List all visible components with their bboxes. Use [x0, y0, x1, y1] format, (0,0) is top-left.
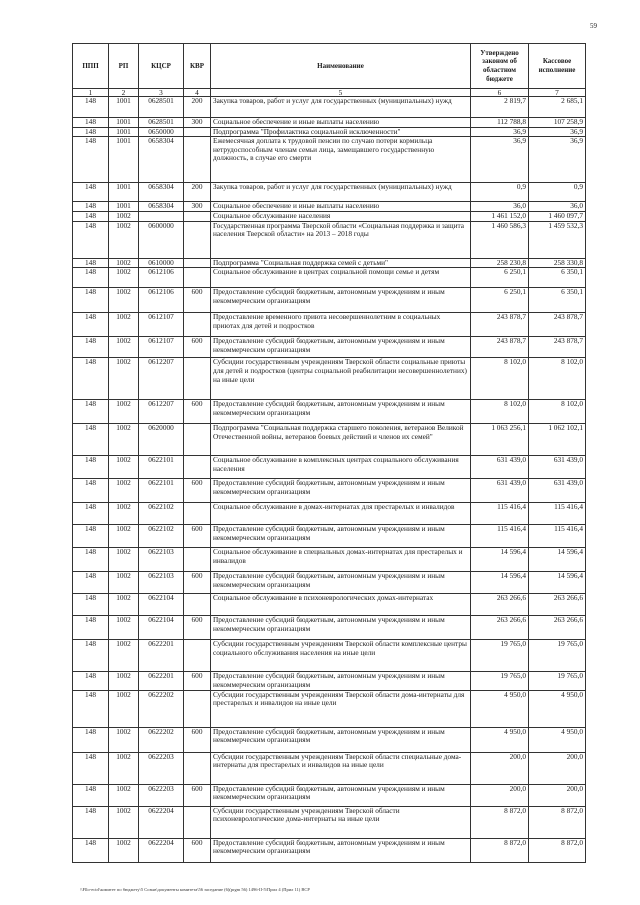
- cell-kvr: 600: [184, 784, 211, 806]
- cell-rp: 1002: [109, 727, 139, 752]
- cell-executed: 36,9: [529, 127, 586, 137]
- cell-kcsr: 0610000: [139, 258, 184, 268]
- cell-rp: 1002: [109, 212, 139, 222]
- cell-approved: 1 063 256,1: [471, 424, 529, 456]
- cell-executed: 8 872,0: [529, 806, 586, 838]
- cell-executed: 36,9: [529, 137, 586, 183]
- cell-executed: 36,0: [529, 202, 586, 212]
- cell-kcsr: 0622203: [139, 752, 184, 784]
- table-row: [73, 137, 586, 183]
- cell-approved: 36,9: [471, 137, 529, 183]
- header-rp: РП: [109, 44, 139, 89]
- cell-kcsr: 0622102: [139, 503, 184, 525]
- cell-approved: 6 250,1: [471, 268, 529, 288]
- cell-approved: 36,9: [471, 127, 529, 137]
- cell-approved: 1 460 586,3: [471, 221, 529, 258]
- cell-ppp: 148: [73, 479, 109, 503]
- cell-kvr: [184, 358, 211, 400]
- header-name: Наименование: [211, 44, 471, 89]
- file-path-footer: \\Fllo-ectrl\комитет по бюджету\5 Созыв\документы комитета\56 заседание (6)(prgm 56) 1496-II-5\Прил 4 (Прил 11) ВСР: [80, 887, 310, 892]
- cell-approved: 243 878,7: [471, 313, 529, 337]
- table-row: [73, 288, 586, 313]
- cell-kcsr: 0622204: [139, 806, 184, 838]
- cell-rp: 1002: [109, 594, 139, 616]
- cell-kcsr: 0628501: [139, 118, 184, 128]
- table-row: [73, 503, 586, 525]
- cell-kvr: 600: [184, 337, 211, 358]
- cell-kcsr: 0658304: [139, 183, 184, 202]
- cell-name: Предоставление субсидий бюджетным, автономным учреждениям и иным некоммерческим организациям: [211, 525, 471, 548]
- cell-rp: 1002: [109, 479, 139, 503]
- cell-kcsr: 0612106: [139, 288, 184, 313]
- table-row: [73, 268, 586, 288]
- cell-name: Субсидии государственным учреждениям Тверской области специальные дома-интернаты для престарелых и инвалидов на иные цели: [211, 752, 471, 784]
- cell-name: Подпрограмма "Профилактика социальной исключенности": [211, 127, 471, 137]
- cell-kvr: [184, 137, 211, 183]
- cell-name: Субсидии государственным учреждениям Тверской области социальные приюты для детей и подростков (центры социальной реабилитации несовершеннолетних) на иные цели: [211, 358, 471, 400]
- cell-executed: 6 350,1: [529, 288, 586, 313]
- cell-rp: 1002: [109, 268, 139, 288]
- cell-ppp: 148: [73, 221, 109, 258]
- cell-executed: 1 459 532,3: [529, 221, 586, 258]
- cell-kcsr: 0612207: [139, 358, 184, 400]
- cell-rp: 1001: [109, 183, 139, 202]
- cell-approved: 14 596,4: [471, 572, 529, 594]
- cell-rp: 1002: [109, 400, 139, 424]
- cell-approved: 258 230,8: [471, 258, 529, 268]
- cell-approved: 36,0: [471, 202, 529, 212]
- budget-table: [72, 43, 586, 863]
- cell-executed: 107 258,9: [529, 118, 586, 128]
- cell-kcsr: 0622204: [139, 838, 184, 862]
- cell-kvr: [184, 212, 211, 222]
- cell-ppp: 148: [73, 690, 109, 727]
- header-row: [73, 44, 586, 89]
- cell-rp: 1002: [109, 806, 139, 838]
- cell-executed: 8 102,0: [529, 358, 586, 400]
- cell-executed: 8 102,0: [529, 400, 586, 424]
- cell-approved: 2 819,7: [471, 97, 529, 118]
- cell-kvr: 300: [184, 202, 211, 212]
- cell-kvr: [184, 268, 211, 288]
- cell-kvr: [184, 806, 211, 838]
- cell-approved: 8 102,0: [471, 358, 529, 400]
- cell-rp: 1001: [109, 127, 139, 137]
- cell-ppp: 148: [73, 525, 109, 548]
- cell-name: Предоставление субсидий бюджетным, автономным учреждениям и иным некоммерческим организациям: [211, 288, 471, 313]
- cell-approved: 14 596,4: [471, 548, 529, 572]
- cell-kvr: [184, 424, 211, 456]
- cell-kcsr: [139, 212, 184, 222]
- cell-approved: 200,0: [471, 752, 529, 784]
- cell-kcsr: 0622201: [139, 640, 184, 672]
- colnum: 3: [139, 89, 184, 97]
- cell-kvr: [184, 258, 211, 268]
- cell-kvr: [184, 127, 211, 137]
- cell-ppp: 148: [73, 202, 109, 212]
- cell-name: Закупка товаров, работ и услуг для государственных (муниципальных) нужд: [211, 183, 471, 202]
- cell-name: Субсидии государственным учреждениям Тверской области комплексные центры социального обслуживания населения на иные цели: [211, 640, 471, 672]
- cell-approved: 263 266,6: [471, 594, 529, 616]
- cell-name: Государственная программа Тверской области «Социальная поддержка и защита населения Тверской области» на 2013 – 2018 годы: [211, 221, 471, 258]
- cell-approved: 631 439,0: [471, 456, 529, 479]
- table-row: [73, 672, 586, 690]
- colnum: 6: [471, 89, 529, 97]
- cell-kvr: 300: [184, 118, 211, 128]
- table-row: [73, 358, 586, 400]
- colnum: 7: [529, 89, 586, 97]
- cell-name: Предоставление субсидий бюджетным, автономным учреждениям и иным некоммерческим организациям: [211, 784, 471, 806]
- cell-rp: 1002: [109, 258, 139, 268]
- cell-kcsr: 0600000: [139, 221, 184, 258]
- column-number-row: [73, 89, 586, 97]
- cell-kcsr: 0622103: [139, 548, 184, 572]
- page-number: 59: [590, 22, 597, 30]
- colnum: 5: [211, 89, 471, 97]
- cell-name: Социальное обслуживание в комплексных центрах социального обслуживания населения: [211, 456, 471, 479]
- cell-rp: 1002: [109, 358, 139, 400]
- table-row: [73, 118, 586, 128]
- cell-name: Предоставление субсидий бюджетным, автономным учреждениям и иным некоммерческим организациям: [211, 616, 471, 640]
- cell-ppp: 148: [73, 424, 109, 456]
- table-row: [73, 752, 586, 784]
- cell-executed: 6 350,1: [529, 268, 586, 288]
- cell-executed: 19 765,0: [529, 672, 586, 690]
- cell-rp: 1002: [109, 503, 139, 525]
- cell-name: Предоставление субсидий бюджетным, автономным учреждениям и иным некоммерческим организациям: [211, 572, 471, 594]
- cell-rp: 1002: [109, 313, 139, 337]
- cell-ppp: 148: [73, 806, 109, 838]
- cell-name: Подпрограмма "Социальная поддержка семей с детьми": [211, 258, 471, 268]
- cell-kvr: [184, 752, 211, 784]
- cell-rp: 1002: [109, 616, 139, 640]
- cell-kcsr: 0622101: [139, 479, 184, 503]
- cell-kcsr: 0622202: [139, 690, 184, 727]
- table-row: [73, 690, 586, 727]
- cell-name: Предоставление субсидий бюджетным, автономным учреждениям и иным некоммерческим организациям: [211, 672, 471, 690]
- table-row: [73, 400, 586, 424]
- cell-executed: 19 765,0: [529, 640, 586, 672]
- cell-kcsr: 0612106: [139, 268, 184, 288]
- table-row: [73, 525, 586, 548]
- cell-rp: 1002: [109, 672, 139, 690]
- cell-ppp: 148: [73, 616, 109, 640]
- cell-executed: 8 872,0: [529, 838, 586, 862]
- cell-approved: 8 872,0: [471, 838, 529, 862]
- cell-kcsr: 0612107: [139, 337, 184, 358]
- colnum: 1: [73, 89, 109, 97]
- cell-executed: 200,0: [529, 752, 586, 784]
- cell-name: Социальное обслуживание в центрах социальной помощи семье и детям: [211, 268, 471, 288]
- cell-executed: 0,9: [529, 183, 586, 202]
- cell-rp: 1001: [109, 118, 139, 128]
- table-row: [73, 784, 586, 806]
- cell-kvr: 600: [184, 727, 211, 752]
- cell-rp: 1002: [109, 221, 139, 258]
- cell-kcsr: 0622202: [139, 727, 184, 752]
- table-row: [73, 548, 586, 572]
- cell-ppp: 148: [73, 137, 109, 183]
- cell-approved: 19 765,0: [471, 672, 529, 690]
- table-row: [73, 479, 586, 503]
- cell-name: Социальное обеспечение и иные выплаты населению: [211, 118, 471, 128]
- cell-approved: 6 250,1: [471, 288, 529, 313]
- colnum: 4: [184, 89, 211, 97]
- cell-ppp: 148: [73, 400, 109, 424]
- table-row: [73, 337, 586, 358]
- cell-name: Предоставление субсидий бюджетным, автономным учреждениям и иным некоммерческим организациям: [211, 838, 471, 862]
- cell-kcsr: 0620000: [139, 424, 184, 456]
- cell-approved: 115 416,4: [471, 503, 529, 525]
- table-row: [73, 212, 586, 222]
- table-body: [73, 97, 586, 863]
- cell-name: Социальное обслуживание в домах-интернатах для престарелых и инвалидов: [211, 503, 471, 525]
- table-row: [73, 424, 586, 456]
- cell-ppp: 148: [73, 838, 109, 862]
- cell-ppp: 148: [73, 127, 109, 137]
- cell-kvr: [184, 313, 211, 337]
- cell-executed: 200,0: [529, 784, 586, 806]
- cell-ppp: 148: [73, 548, 109, 572]
- cell-ppp: 148: [73, 97, 109, 118]
- cell-ppp: 148: [73, 183, 109, 202]
- table-row: [73, 806, 586, 838]
- cell-executed: 258 330,8: [529, 258, 586, 268]
- cell-kvr: 600: [184, 572, 211, 594]
- cell-approved: 263 266,6: [471, 616, 529, 640]
- cell-kcsr: 0612107: [139, 313, 184, 337]
- cell-kcsr: 0658304: [139, 202, 184, 212]
- table-row: [73, 221, 586, 258]
- cell-kcsr: 0658304: [139, 137, 184, 183]
- cell-kcsr: 0612207: [139, 400, 184, 424]
- cell-name: Закупка товаров, работ и услуг для государственных (муниципальных) нужд: [211, 97, 471, 118]
- cell-kvr: 600: [184, 288, 211, 313]
- cell-name: Предоставление субсидий бюджетным, автономным учреждениям и иным некоммерческим организациям: [211, 479, 471, 503]
- table-row: [73, 183, 586, 202]
- cell-approved: 0,9: [471, 183, 529, 202]
- cell-rp: 1002: [109, 572, 139, 594]
- table-row: [73, 456, 586, 479]
- cell-approved: 19 765,0: [471, 640, 529, 672]
- cell-approved: 1 461 152,0: [471, 212, 529, 222]
- cell-kvr: 600: [184, 400, 211, 424]
- cell-ppp: 148: [73, 456, 109, 479]
- colnum: 2: [109, 89, 139, 97]
- cell-ppp: 148: [73, 358, 109, 400]
- cell-rp: 1001: [109, 97, 139, 118]
- cell-approved: 115 416,4: [471, 525, 529, 548]
- cell-approved: 8 872,0: [471, 806, 529, 838]
- table-row: [73, 258, 586, 268]
- cell-rp: 1002: [109, 525, 139, 548]
- cell-kvr: [184, 640, 211, 672]
- cell-ppp: 148: [73, 594, 109, 616]
- cell-ppp: 148: [73, 118, 109, 128]
- cell-approved: 200,0: [471, 784, 529, 806]
- header-ppp: ППП: [73, 44, 109, 89]
- cell-executed: 1 062 102,1: [529, 424, 586, 456]
- table-row: [73, 727, 586, 752]
- cell-kcsr: 0622103: [139, 572, 184, 594]
- header-kcsr: КЦСР: [139, 44, 184, 89]
- cell-rp: 1002: [109, 548, 139, 572]
- cell-name: Субсидии государственным учреждениям Тверской области психоневрологические дома-интернаты на иные цели: [211, 806, 471, 838]
- cell-executed: 1 460 097,7: [529, 212, 586, 222]
- cell-executed: 115 416,4: [529, 525, 586, 548]
- cell-executed: 14 596,4: [529, 572, 586, 594]
- cell-kvr: [184, 503, 211, 525]
- cell-kvr: [184, 594, 211, 616]
- cell-kvr: [184, 548, 211, 572]
- table-row: [73, 594, 586, 616]
- cell-kvr: 200: [184, 183, 211, 202]
- cell-executed: 263 266,6: [529, 616, 586, 640]
- cell-approved: 8 102,0: [471, 400, 529, 424]
- cell-executed: 243 878,7: [529, 337, 586, 358]
- cell-executed: 4 950,0: [529, 690, 586, 727]
- table-row: [73, 127, 586, 137]
- cell-rp: 1002: [109, 456, 139, 479]
- cell-name: Подпрограмма "Социальная поддержка старшего поколения, ветеранов Великой Отечественной войны, ветеранов боевых действий и членов их семей": [211, 424, 471, 456]
- cell-executed: 243 878,7: [529, 313, 586, 337]
- cell-ppp: 148: [73, 258, 109, 268]
- cell-approved: 4 950,0: [471, 690, 529, 727]
- cell-approved: 631 439,0: [471, 479, 529, 503]
- cell-kvr: 600: [184, 838, 211, 862]
- cell-executed: 4 950,0: [529, 727, 586, 752]
- cell-rp: 1002: [109, 424, 139, 456]
- cell-ppp: 148: [73, 572, 109, 594]
- cell-executed: 631 439,0: [529, 456, 586, 479]
- cell-kvr: 600: [184, 672, 211, 690]
- header-executed: Кассовое исполнение: [529, 44, 586, 89]
- cell-ppp: 148: [73, 337, 109, 358]
- cell-ppp: 148: [73, 640, 109, 672]
- cell-executed: 2 685,1: [529, 97, 586, 118]
- cell-kcsr: 0622101: [139, 456, 184, 479]
- cell-executed: 14 596,4: [529, 548, 586, 572]
- cell-executed: 263 266,6: [529, 594, 586, 616]
- cell-ppp: 148: [73, 752, 109, 784]
- cell-kvr: 600: [184, 479, 211, 503]
- cell-rp: 1001: [109, 137, 139, 183]
- cell-rp: 1002: [109, 784, 139, 806]
- cell-ppp: 148: [73, 288, 109, 313]
- cell-name: Предоставление субсидий бюджетным, автономным учреждениям и иным некоммерческим организациям: [211, 337, 471, 358]
- cell-kcsr: 0622203: [139, 784, 184, 806]
- table-row: [73, 640, 586, 672]
- cell-rp: 1001: [109, 202, 139, 212]
- cell-rp: 1002: [109, 640, 139, 672]
- cell-executed: 115 416,4: [529, 503, 586, 525]
- table-row: [73, 838, 586, 862]
- cell-kcsr: 0650000: [139, 127, 184, 137]
- cell-ppp: 148: [73, 313, 109, 337]
- cell-executed: 631 439,0: [529, 479, 586, 503]
- table-row: [73, 313, 586, 337]
- cell-ppp: 148: [73, 503, 109, 525]
- cell-kvr: [184, 690, 211, 727]
- table-row: [73, 616, 586, 640]
- cell-name: Ежемесячная доплата к трудовой пенсии по случаю потери кормильца нетрудоспособным членам семьи лица, замещавшего государственную должность, в случае его смерти: [211, 137, 471, 183]
- cell-name: Социальное обслуживание в специальных домах-интернатах для престарелых и инвалидов: [211, 548, 471, 572]
- cell-kcsr: 0622104: [139, 594, 184, 616]
- cell-ppp: 148: [73, 672, 109, 690]
- cell-kvr: [184, 221, 211, 258]
- cell-approved: 4 950,0: [471, 727, 529, 752]
- cell-name: Социальное обслуживание населения: [211, 212, 471, 222]
- cell-rp: 1002: [109, 838, 139, 862]
- cell-kcsr: 0622102: [139, 525, 184, 548]
- table-row: [73, 97, 586, 118]
- cell-kcsr: 0628501: [139, 97, 184, 118]
- cell-ppp: 148: [73, 268, 109, 288]
- cell-rp: 1002: [109, 337, 139, 358]
- cell-kcsr: 0622201: [139, 672, 184, 690]
- cell-name: Предоставление субсидий бюджетным, автономным учреждениям и иным некоммерческим организациям: [211, 400, 471, 424]
- cell-ppp: 148: [73, 727, 109, 752]
- cell-kvr: 600: [184, 525, 211, 548]
- cell-name: Социальное обеспечение и иные выплаты населению: [211, 202, 471, 212]
- cell-name: Предоставление субсидий бюджетным, автономным учреждениям и иным некоммерческим организациям: [211, 727, 471, 752]
- cell-approved: 243 878,7: [471, 337, 529, 358]
- cell-name: Предоставление временного приюта несовершеннолетним в социальных приютах для детей и подростков: [211, 313, 471, 337]
- cell-rp: 1002: [109, 288, 139, 313]
- table-row: [73, 202, 586, 212]
- table-row: [73, 572, 586, 594]
- cell-rp: 1002: [109, 752, 139, 784]
- cell-ppp: 148: [73, 784, 109, 806]
- cell-kcsr: 0622104: [139, 616, 184, 640]
- cell-rp: 1002: [109, 690, 139, 727]
- header-kvr: КВР: [184, 44, 211, 89]
- header-approved: Утверждено законом об областном бюджете: [471, 44, 529, 89]
- cell-ppp: 148: [73, 212, 109, 222]
- cell-name: Социальное обслуживание в психоневрологических домах-интернатах: [211, 594, 471, 616]
- cell-kvr: 200: [184, 97, 211, 118]
- cell-name: Субсидии государственным учреждениям Тверской области дома-интернаты для престарелых и инвалидов на иные цели: [211, 690, 471, 727]
- cell-kvr: 600: [184, 616, 211, 640]
- cell-kvr: [184, 456, 211, 479]
- cell-approved: 112 788,8: [471, 118, 529, 128]
